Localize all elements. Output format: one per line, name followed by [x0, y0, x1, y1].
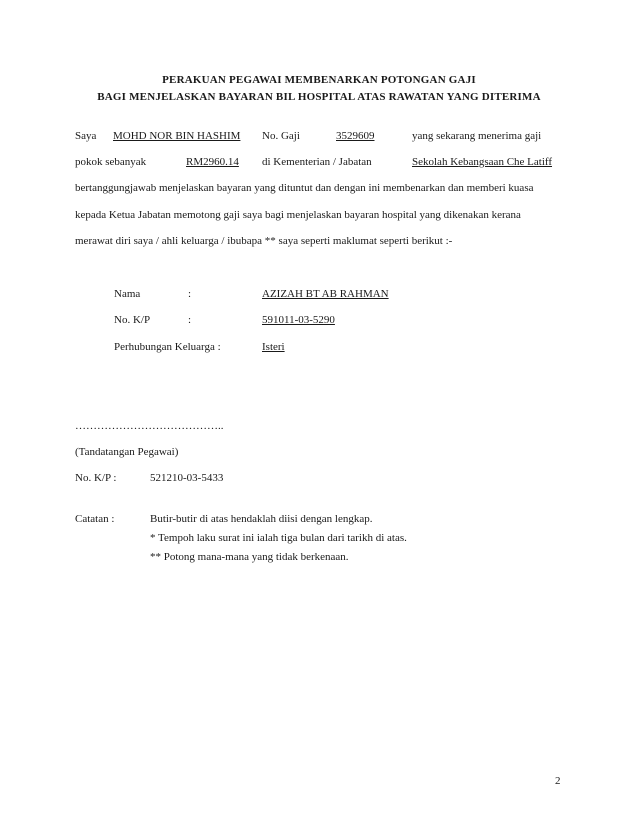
title-line-1: PERAKUAN PEGAWAI MEMBENARKAN POTONGAN GAJI — [162, 74, 476, 86]
dept-value: Sekolah Kebangsaan Che Latiff — [412, 156, 553, 168]
relationship-value: Isteri — [262, 341, 285, 353]
nama-label: Nama — [114, 288, 141, 300]
note-3: ** Potong mana-mana yang tidak berkenaan. — [150, 551, 349, 563]
dept-label: di Kementerian / Jabatan — [262, 156, 372, 168]
row1-tail: yang sekarang menerima gaji — [412, 130, 542, 142]
notes-label: Catatan : — [75, 513, 115, 525]
signature-label: (Tandatangan Pegawai) — [75, 446, 179, 458]
signature-line: ………………………………….. — [75, 420, 224, 432]
title-line-2: BAGI MENJELASKAN BAYARAN BIL HOSPITAL ATAS RAWATAN YANG DITERIMA — [97, 91, 541, 103]
saya-label: Saya — [75, 130, 97, 142]
note-2: * Tempoh laku surat ini ialah tiga bulan dari tarikh di atas. — [150, 532, 407, 544]
para-line-1: bertanggungjawab menjelaskan bayaran yang dituntut dan dengan ini membenarkan dan memberi kuasa — [75, 182, 534, 194]
officer-name: MOHD NOR BIN HASHIM — [113, 130, 241, 142]
no-gaji-label: No. Gaji — [262, 130, 300, 142]
nama-colon: : — [188, 288, 192, 300]
page-number: 2 — [555, 775, 561, 787]
salary-amount: RM2960.14 — [186, 156, 239, 168]
patient-kp: 591011-03-5290 — [262, 314, 335, 326]
relationship-label: Perhubungan Keluarga : — [114, 341, 221, 353]
officer-kp-label: No. K/P : — [75, 472, 117, 484]
pokok-label: pokok sebanyak — [75, 156, 147, 168]
para-line-3: merawat diri saya / ahli keluarga / ibubapa ** saya seperti maklumat seperti berikut :- — [75, 235, 453, 247]
kp-colon: : — [188, 314, 192, 326]
kp-label: No. K/P — [114, 314, 151, 326]
no-gaji-value: 3529609 — [336, 130, 375, 142]
patient-name: AZIZAH BT AB RAHMAN — [262, 288, 389, 300]
note-1: Butir-butir di atas hendaklah diisi dengan lengkap. — [150, 513, 373, 525]
officer-kp-value: 521210-03-5433 — [150, 472, 224, 484]
para-line-2: kepada Ketua Jabatan memotong gaji saya bagi menjelaskan bayaran hospital yang dikenakan kerana — [75, 209, 521, 221]
